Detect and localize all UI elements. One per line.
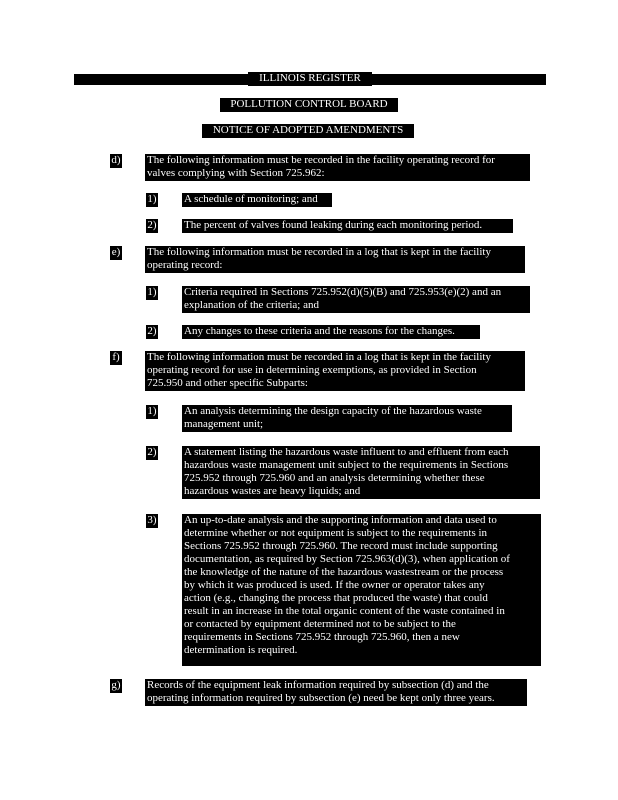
- board-title: POLLUTION CONTROL BOARD: [220, 98, 398, 112]
- item-d1-text: A schedule of monitoring; and: [182, 193, 332, 207]
- item-f1-text: An analysis determining the design capacity of the hazardous waste management unit;: [182, 405, 512, 432]
- item-f-text: The following information must be recorded in a log that is kept in the facility operating record for use in determining exemptions, as provided in Section 725.950 and other specific Subparts:: [145, 351, 525, 391]
- item-d-marker: d): [111, 154, 121, 166]
- item-d-text: The following information must be recorded in the facility operating record for valves complying with Section 725.962:: [145, 154, 530, 181]
- item-d2-marker: 2): [147, 219, 157, 231]
- item-f3-text: An up-to-date analysis and the supporting information and data used to determine whether or not equipment is subject to the requirements in Sections 725.952 through 725.960. The record must include supporting documentation, as required by Section 725.963(d)(3), when application of the knowledge of the nature of the hazardous wastestream or the process by which it was produced is used. If the owner or operator takes any action (e.g., changing the process that produced the waste) that could result in an increase in the total organic content of the waste contained in or contacted by equipment determined not to be subject to the requirements in Sections 725.952 through 725.960, then a new determination is required.: [182, 514, 541, 666]
- item-f1-marker: 1): [147, 405, 157, 417]
- item-g-text: Records of the equipment leak information required by subsection (d) and the operating information required by subsection (e) need be kept only three years.: [145, 679, 527, 706]
- item-f2-text: A statement listing the hazardous waste influent to and effluent from each hazardous waste management unit subject to the requirements in Sections 725.952 through 725.960 and an analysis determining whether these hazardous wastes are heavy liquids; and: [182, 446, 540, 499]
- item-f2-marker: 2): [147, 446, 157, 458]
- item-e-text: The following information must be recorded in a log that is kept in the facility operating record:: [145, 246, 525, 273]
- item-e2-marker: 2): [147, 325, 157, 337]
- item-f3-marker: 3): [147, 514, 157, 526]
- item-e2-text: Any changes to these criteria and the reasons for the changes.: [182, 325, 480, 339]
- register-title: ILLINOIS REGISTER: [248, 72, 372, 86]
- item-f-marker: f): [110, 351, 122, 365]
- item-g-marker: g): [111, 679, 121, 691]
- item-e1-marker: 1): [147, 286, 157, 298]
- item-d2-text: The percent of valves found leaking during each monitoring period.: [182, 219, 513, 233]
- item-e1-text: Criteria required in Sections 725.952(d)(5)(B) and 725.953(e)(2) and an explanation of the criteria; and: [182, 286, 530, 313]
- item-e-marker: e): [111, 246, 121, 258]
- item-d1-marker: 1): [147, 193, 157, 205]
- notice-title: NOTICE OF ADOPTED AMENDMENTS: [202, 124, 414, 138]
